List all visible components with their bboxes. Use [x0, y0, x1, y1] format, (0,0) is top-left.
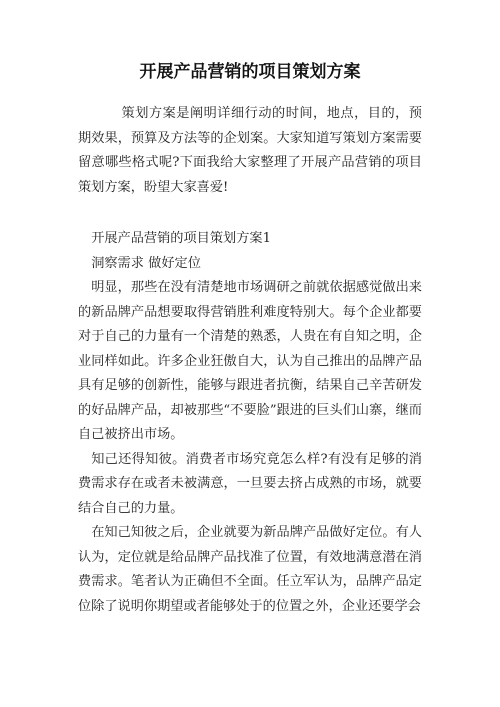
sub-title: 洞察需求 做好定位 [91, 255, 201, 271]
intro-paragraph: 策划方案是阐明详细行动的时间，地点，目的，预期效果，预算及方法等的企划案。大家知道写策划方案需要留意哪些格式呢?下面我给大家整理了开展产品营销的项目策划方案，盼望大家喜爱! [78, 106, 422, 195]
body-paragraph: 明显，那些在没有清楚地市场调研之前就依据感觉做出来的新品牌产品想要取得营销胜利难度特别大。每个企业都要对于自己的力量有一个清楚的熟悉，人贵在有自知之明，企业同样如此。许多企业狂傲自大，认为自己推出的品牌产品具有足够的创新性，能够与跟进者抗衡，结果自己辛苦研发的好品牌产品，却被那些“不要脸”跟进的巨头们山寨，继而自己被挤出市场。 [78, 280, 422, 442]
body-paragraph: 知己还得知彼。消费者市场究竟怎么样?有没有足够的消费需求存在或者未被满意，一旦要去挤占成熟的市场，就要结合自己的力量。 [78, 451, 422, 516]
section-title: 开展产品营销的项目策划方案1 [91, 231, 272, 246]
body-paragraph: 在知己知彼之后，企业就要为新品牌产品做好定位。有人认为，定位就是给品牌产品找准了位置，有效地满意潜在消费需求。笔者认为正确但不全面。任立军认为，品牌产品定位除了说明你期望或者能够处于的位置之外，企业还要学会 [78, 525, 422, 614]
document-title: 开展产品营销的项目策划方案 [139, 62, 361, 82]
